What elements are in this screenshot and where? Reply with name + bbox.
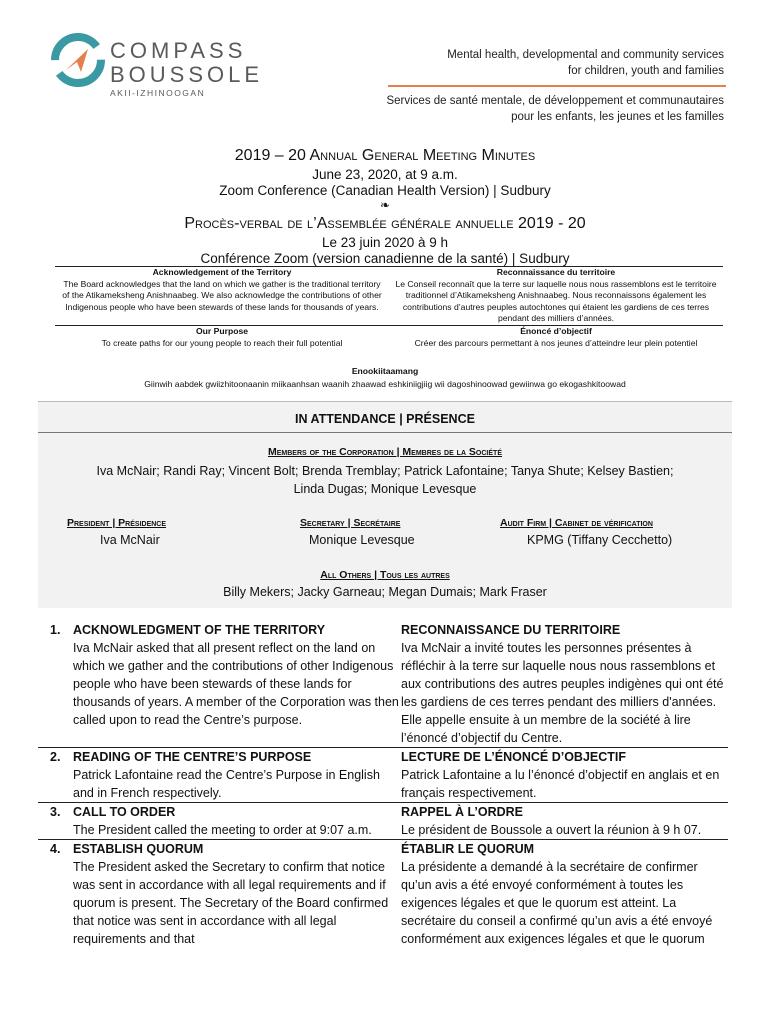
agenda-item-number: 1. bbox=[50, 623, 61, 637]
agenda-item-number: 3. bbox=[50, 805, 61, 819]
meeting-location-english: Zoom Conference (Canadian Health Version) | Sudbury bbox=[219, 183, 551, 198]
meeting-date-french: Le 23 juin 2020 à 9 h bbox=[321, 235, 449, 250]
members-heading: Members of the Corporation | Membres de la Société bbox=[267, 446, 502, 458]
agenda-item-english: READING OF THE CENTRE’S PURPOSE Patrick Lafontaine read the Centre’s Purpose in English and in French respectively. bbox=[73, 750, 380, 800]
enookiitaamang-heading: Enookiitaamang bbox=[351, 366, 419, 376]
header-divider bbox=[388, 85, 726, 87]
purpose-english: Our Purpose To create paths for our young people to reach their full potential bbox=[101, 325, 343, 348]
agenda-list bbox=[38, 621, 728, 948]
agenda-item-number: 4. bbox=[50, 842, 61, 856]
purpose-french: Énoncé d’objectif Créer des parcours permettant à nos jeunes d’atteindre leur plein potentiel bbox=[414, 325, 698, 348]
enookiitaamang-text: Giinwih aabdek gwiizhitoonaanin miikaanhsan waanih zhaawad eshkiniigjiig wii dagoshinoowad gewiinwa go ekogashkitoowad bbox=[144, 379, 626, 389]
agenda-item-english: CALL TO ORDER The President called the meeting to order at 9:07 a.m. bbox=[73, 805, 372, 837]
agenda-item-french: RECONNAISSANCE DU TERRITOIRE Iva McNair a invité toutes les personnes présentes à réfléchir à la terre sur laquelle nous nous rassemblons et aux contributions des autres peuples indigènes qui ont été les gardiens de ces terres pendant des milliers d'années. Elle appelle ensuite à un membre de la société à lire l’énoncé d’objectif du Centre. bbox=[401, 623, 724, 745]
secretary-name: Monique Levesque bbox=[309, 533, 415, 547]
tagline-french: Services de santé mentale, de développement et communautaires pour les enfants, les jeunes et les familles bbox=[386, 95, 724, 123]
agenda-item bbox=[38, 803, 728, 840]
agenda-item-french: ÉTABLIR LE QUORUM La présidente a demandé à la secrétaire de confirmer qu’un avis a été envoyé conformément à toutes les exigences légales et que le quorum est atteint. La secrétaire du conseil a confirmé qu’un avis a été envoyé conformément aux exigences légales et que le quorum bbox=[401, 842, 713, 946]
president-name: Iva McNair bbox=[100, 533, 160, 547]
attendance-section bbox=[38, 401, 732, 608]
agenda-item bbox=[38, 840, 728, 948]
agenda-item-english: ACKNOWLEDGMENT OF THE TERRITORY Iva McNair asked that all present reflect on the land on which we gather and the contributions of other Indigenous people who have been stewards of these lands for thousands of years. A member of the Corporation was then called upon to read the Centre’s purpose. bbox=[73, 623, 399, 727]
attendance-title: IN ATTENDANCE | PRÉSENCE bbox=[295, 412, 475, 426]
agenda-item-french: RAPPEL À L’ORDRE Le président de Boussole a ouvert la réunion à 9 h 07. bbox=[401, 805, 702, 837]
meeting-location-french: Conférence Zoom (version canadienne de la santé) | Sudbury bbox=[200, 251, 570, 266]
agenda-item bbox=[38, 748, 728, 803]
president-heading: President | Présidence bbox=[67, 517, 167, 529]
purpose-row bbox=[55, 325, 723, 349]
secretary-heading: Secretary | Secrétaire bbox=[300, 517, 401, 529]
tagline-english: Mental health, developmental and community services for children, youth and families bbox=[447, 49, 724, 77]
members-list-line1: Iva McNair; Randi Ray; Vincent Bolt; Brenda Tremblay; Patrick Lafontaine; Tanya Shute; Kelsey Bastien; bbox=[96, 464, 674, 478]
audit-firm-heading: Audit Firm | Cabinet de vérification bbox=[500, 517, 653, 529]
acknowledgement-french: Reconnaissance du territoire Le Conseil reconnaît que la terre sur laquelle nous nous rassemblons est le territoire traditionnel d’Atikameksheng Anishnaabeg. Nous reconnaissons également les contributions d’autres peuples autochtones qui étaient les gardiens de ces terres pendant des milliers d’années. bbox=[395, 267, 717, 324]
agenda-item-english: ESTABLISH QUORUM The President asked the Secretary to confirm that notice was sent in accordance with all legal requirements and if quorum is present. The Secretary of the Board confirmed that notice was sent in accordance with all legal requirements and that bbox=[73, 842, 389, 946]
acknowledgement-row bbox=[55, 266, 723, 325]
compass-logo-icon bbox=[50, 32, 106, 88]
compass-boussole-logo bbox=[50, 32, 264, 98]
acknowledgement-english: Acknowledgement of the Territory The Board acknowledges that the land on which we gather is the traditional territory of the Atikameksheng Anishnaabeg. We also acknowledge the contributions of other Indigenous people who have been stewards of these lands for thousands of years. bbox=[62, 267, 382, 312]
members-list-line2: Linda Dugas; Monique Levesque bbox=[293, 482, 477, 496]
agenda-item bbox=[38, 621, 728, 748]
meeting-date-english: June 23, 2020, at 9 a.m. bbox=[312, 167, 458, 182]
others-list: Billy Mekers; Jacky Garneau; Megan Dumais; Mark Fraser bbox=[223, 585, 547, 599]
ornament-icon: ❧ bbox=[379, 198, 391, 212]
attendance-divider bbox=[38, 432, 732, 433]
title-french: Procès-verbal de l’Assemblée générale annuelle 2019 - 20 bbox=[184, 215, 586, 232]
logo-line-akii: AKII-IZHINOOGAN bbox=[110, 88, 206, 98]
agenda-item-french: LECTURE DE L’ÉNONCÉ D’OBJECTIF Patrick Lafontaine a lu l’énoncé d’objectif en anglais et en français respectivement. bbox=[401, 750, 720, 800]
acknowledgement-table bbox=[55, 266, 723, 349]
audit-firm-name: KPMG (Tiffany Cecchetto) bbox=[527, 533, 673, 547]
logo-line-compass: COMPASS bbox=[110, 38, 247, 63]
logo-line-boussole: BOUSSOLE bbox=[110, 62, 264, 87]
agenda-item-number: 2. bbox=[50, 750, 61, 764]
title-english: 2019 – 20 Annual General Meeting Minutes bbox=[234, 147, 536, 164]
others-heading: All Others | Tous les autres bbox=[320, 569, 450, 581]
